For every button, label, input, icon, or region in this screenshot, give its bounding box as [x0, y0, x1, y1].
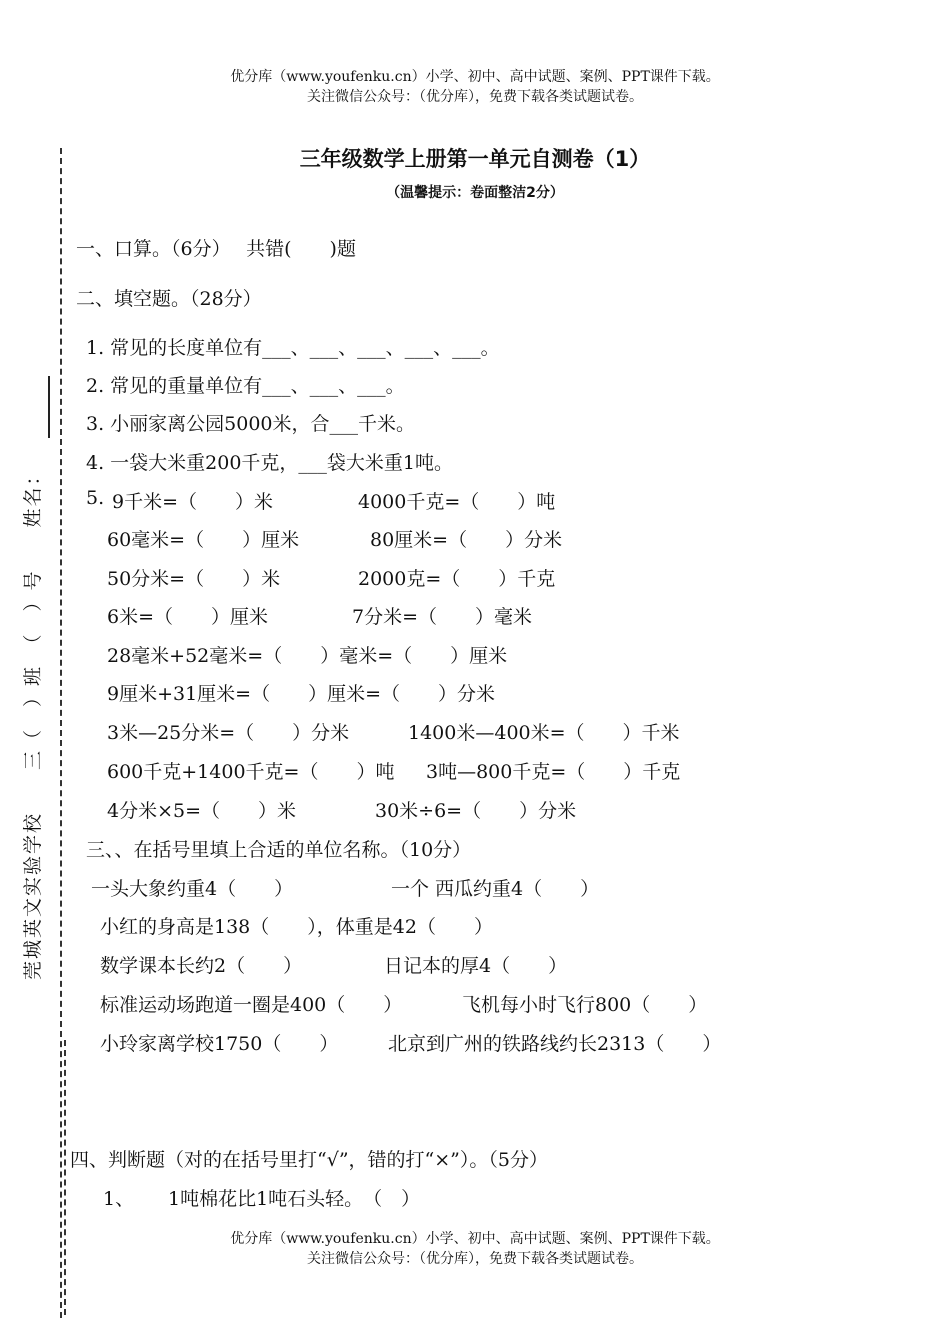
- conversion-item: 600千克+1400千克=（ ）吨: [107, 761, 395, 783]
- section-3-heading: 三、、在括号里填上合适的单位名称。（10分）: [86, 839, 472, 861]
- conversion-item: 60毫米=（ ）厘米: [107, 529, 300, 551]
- section-1-heading: 一、口算。（6分） 共错( )题: [76, 238, 356, 260]
- conversion-item: 28毫米+52毫米=（ ）毫米=（ ）厘米: [107, 645, 508, 667]
- binding-double-line: [64, 1040, 66, 1315]
- section-2-heading: 二、填空题。（28分）: [76, 288, 262, 310]
- question-2-5-number: 5.: [86, 487, 105, 509]
- unit-item: 日记本的厚4（ ）: [384, 955, 568, 977]
- conversion-item: 9千米=（ ）米: [112, 491, 274, 513]
- unit-item: 数学课本长约2（ ）: [100, 955, 303, 977]
- unit-item: 小红的身高是138（ ），体重是42（ ）: [100, 916, 493, 938]
- question-2-2: 2. 常见的重量单位有___、___、___。: [86, 375, 405, 397]
- unit-item: 标准运动场跑道一圈是400（ ）: [100, 994, 403, 1016]
- conversion-item: 9厘米+31厘米=（ ）厘米=（ ）分米: [107, 683, 496, 705]
- footer-line-2: 关注微信公众号：（优分库），免费下载各类试题试卷。: [307, 1251, 643, 1267]
- question-2-1: 1. 常见的长度单位有___、___、___、___、___。: [86, 337, 500, 359]
- conversion-item: 30米÷6=（ ）分米: [375, 800, 577, 822]
- footer-line-1: 优分库（www.youfenku.cn）小学、初中、高中试题、案例、PPT课件下载。: [230, 1231, 720, 1247]
- question-2-4: 4. 一袋大米重200千克，___袋大米重1吨。: [86, 452, 454, 474]
- header-line-1: 优分库（www.youfenku.cn）小学、初中、高中试题、案例、PPT课件下载。: [230, 69, 720, 85]
- conversion-item: 50分米=（ ）米: [107, 568, 281, 590]
- name-underline: [48, 376, 50, 438]
- conversion-item: 4分米×5=（ ）米: [107, 800, 297, 822]
- page-subtitle: （温馨提示：卷面整洁2分）: [386, 185, 564, 201]
- judge-question-1: 1吨棉花比1吨石头轻。 （ ）: [168, 1188, 421, 1210]
- question-2-3: 3. 小丽家离公园5000米，合___千米。: [86, 413, 416, 435]
- conversion-item: 2000克=（ ）千克: [358, 568, 556, 590]
- judge-question-number: 1、: [103, 1188, 135, 1210]
- conversion-item: 6米=（ ）厘米: [107, 606, 269, 628]
- unit-item: 一头大象约重4（ ）: [91, 878, 294, 900]
- unit-item: 北京到广州的铁路线约长2313（ ）: [388, 1033, 722, 1055]
- conversion-item: 7分米=（ ）毫米: [352, 606, 533, 628]
- conversion-item: 80厘米=（ ）分米: [370, 529, 563, 551]
- conversion-item: 1400米—400米=（ ）千米: [408, 722, 680, 744]
- conversion-item: 4000千克=（ ）吨: [358, 491, 556, 513]
- section-4-heading: 四、判断题（对的在括号里打“√”，错的打“×”）。（5分）: [70, 1149, 548, 1171]
- binding-dashed-line: [60, 148, 62, 1318]
- conversion-item: 3米—25分米=（ ）分米: [107, 722, 350, 744]
- conversion-item: 3吨—800千克=（ ）千克: [426, 761, 681, 783]
- page-title: 三年级数学上册第一单元自测卷（1）: [299, 147, 651, 171]
- unit-item: 飞机每小时飞行800（ ）: [462, 994, 708, 1016]
- unit-item: 一个 西瓜约重4（ ）: [391, 878, 600, 900]
- header-line-2: 关注微信公众号：（优分库），免费下载各类试题试卷。: [307, 89, 643, 105]
- student-info-label: 莞城英文实验学校 三（ ）班 （ ）号 姓名：: [22, 464, 44, 980]
- unit-item: 小玲家离学校1750（ ）: [100, 1033, 339, 1055]
